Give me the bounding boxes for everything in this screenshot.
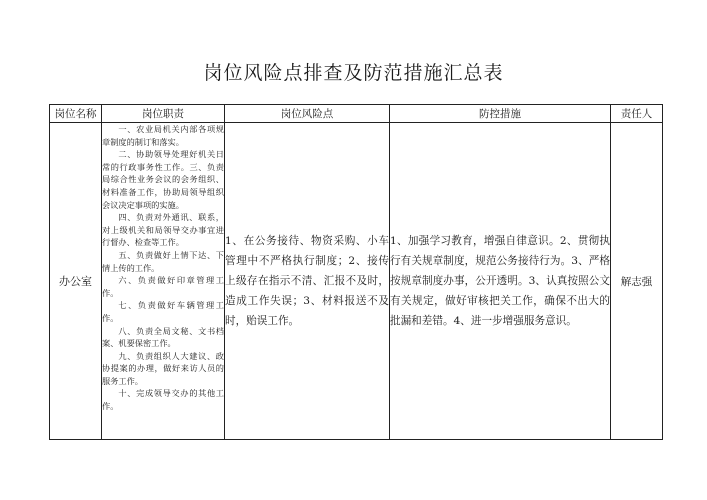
duty-item: 八、负责全局文秘、文书档案、机要保密工作。	[102, 325, 224, 349]
duty-item: 十、完成领导交办的其他工作。	[102, 388, 224, 412]
header-post-name: 岗位名称	[50, 105, 102, 123]
duty-item: 五、负责做好上情下达、下情上传的工作。	[102, 249, 224, 273]
duty-item: 九、负责组织人大建议、政协提案的办理，做好来访人员的服务工作。	[102, 350, 224, 386]
duty-item: 七、负责做好车辆管理工作。	[102, 300, 224, 323]
header-risk-points: 岗位风险点	[225, 105, 390, 123]
table-header-row	[50, 105, 663, 123]
header-measures: 防控措施	[390, 105, 611, 123]
responsible-cell: 解志强	[611, 123, 663, 440]
duty-item: 六、负责做好印章管理工作。	[102, 275, 224, 298]
risk-points-text: 1、在公务接待、物资采购、小车管理中不严格执行制度；2、接传上级存在指示不清、汇报不及时，造成工作失误；3、材料报送不及时，贻误工作。	[225, 235, 389, 327]
post-name-cell: 办公室	[50, 123, 102, 440]
duty-item: 二、协助领导处理好机关日常的行政事务性工作。三、负责局综合性业务会议的会务组织、材料准备工作，协助局领导组织会议决定事项的实施。	[102, 149, 224, 210]
risk-points-cell	[225, 123, 390, 440]
duty-item: 一、农业局机关内部各项规章制度的制订和落实。	[102, 124, 224, 147]
table-row	[50, 123, 663, 440]
header-responsible: 责任人	[611, 105, 663, 123]
measures-cell	[390, 123, 611, 440]
measures-text: 1、加强学习教育，增强自律意识。2、贯彻执行有关规章制度，规范公务接待行为。3、严格按规章制度办事，公开透明。3、认真按照公文有关规定，做好审核把关工作，确保不出大的批漏和差错。4、进一步增强服务意识。	[390, 235, 610, 327]
duties-cell	[102, 123, 225, 440]
header-duties: 岗位职责	[102, 105, 225, 123]
duty-item: 四、负责对外通讯、联系，对上级机关和局领导交办事宜进行督办、检查等工作。	[102, 212, 224, 248]
page-title: 岗位风险点排查及防范措施汇总表	[203, 62, 504, 84]
risk-summary-table	[49, 104, 663, 440]
